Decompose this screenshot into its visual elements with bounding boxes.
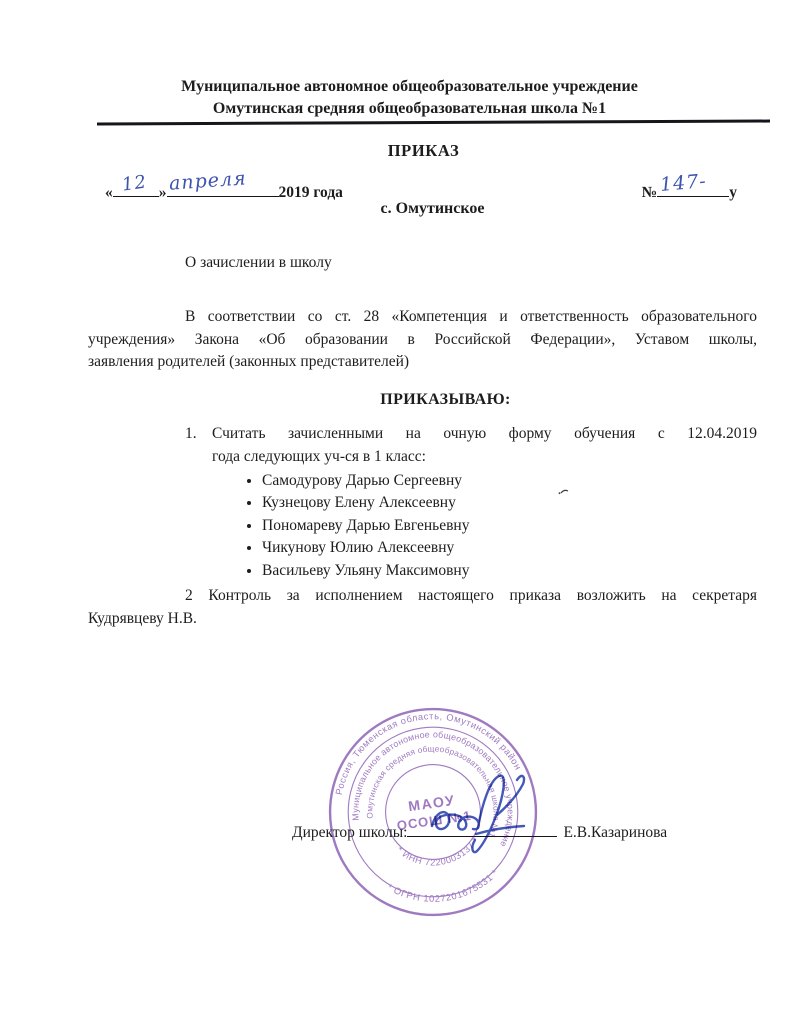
student-name: • Кузнецову Елену Алексеевну [262, 492, 469, 514]
item-number: 1. [185, 425, 197, 442]
order-item-2 [88, 585, 757, 630]
item-line: Кудрявцеву Н.В. [88, 609, 197, 627]
student-name: • Чикунову Юлию Алексеевну [262, 537, 469, 559]
stamp-center-abbr-line1: МАОУ [407, 791, 457, 815]
student-name: • Самодурову Дарью Сергеевну [262, 470, 469, 492]
date-field [105, 167, 343, 202]
item-line: 2 Контроль за исполнением настоящего приказа возложить на секретаря [185, 587, 757, 604]
document-header [14, 76, 791, 120]
order-number-field [641, 170, 737, 202]
preamble-paragraph [88, 306, 757, 374]
stamp-inn-text: * ИНН 7220003137 * [394, 834, 481, 868]
stamp-center-abbr-line2: ОСОШ №1 [395, 807, 473, 834]
preamble-line: учреждения» Закона «Об образовании в Российской Федерации», Уставом школы, [88, 330, 757, 348]
open-quote: « [105, 184, 113, 201]
scan-artifact [558, 482, 570, 500]
signatory-name: Е.В.Казаринова [563, 824, 668, 841]
student-name: • Васильеву Ульяну Максимовну [262, 560, 469, 582]
order-item-1 [185, 423, 757, 468]
number-sign: № [641, 184, 658, 201]
preamble-line: В соответствии со ст. 28 «Компетенция и ответственность образовательного [185, 308, 757, 325]
stamp-region-text: Россия, Тюменская область, Омутинский район [333, 711, 524, 796]
item-text [212, 423, 757, 468]
student-list [240, 470, 469, 582]
number-suffix: у [729, 184, 737, 201]
org-name-line2: Омутинская средняя общеобразовательная школа №1 [212, 100, 607, 117]
org-name-line1: Муниципальное автономное общеобразовательное учреждение [181, 78, 638, 95]
settlement-name: с. Омутинское [380, 200, 485, 217]
preamble-line: заявления родителей (законных представителей) [88, 353, 410, 370]
svg-text:* ОГРН 1027201675531 * [384, 867, 504, 913]
close-quote: » [158, 184, 167, 201]
signatory-role: Директор школы: [292, 824, 408, 841]
handwritten-day: 12 [120, 171, 148, 196]
resolution-heading: ПРИКАЗЫВАЮ: [380, 391, 511, 408]
stamp-org-type-text: Муниципальное автономное общеобразовательное учреждение [350, 729, 516, 849]
handwritten-month: апреля [167, 167, 247, 195]
stamp-school-name-text: Омутинская средняя общеобразовательная школа №1 [365, 744, 501, 839]
item-line: Считать зачисленными на очную форму обучения с 12.04.2019 [212, 425, 757, 442]
order-subject: О зачислении в школу [185, 254, 332, 271]
document-title: ПРИКАЗ [387, 141, 460, 160]
handwritten-signature [424, 764, 558, 856]
day-blank [113, 171, 159, 197]
header-divider [97, 120, 770, 126]
month-blank [167, 167, 279, 197]
item-line: года следующих уч-ся в 1 класс: [212, 447, 426, 465]
number-blank [657, 170, 729, 197]
year-printed: 2019 года [278, 184, 343, 201]
student-name: • Пономареву Дарью Евгеньевну [262, 515, 469, 537]
handwritten-number: 147- [659, 170, 708, 196]
stamp-ogrn-text: * ОГРН 1027201675531 * [384, 867, 502, 905]
